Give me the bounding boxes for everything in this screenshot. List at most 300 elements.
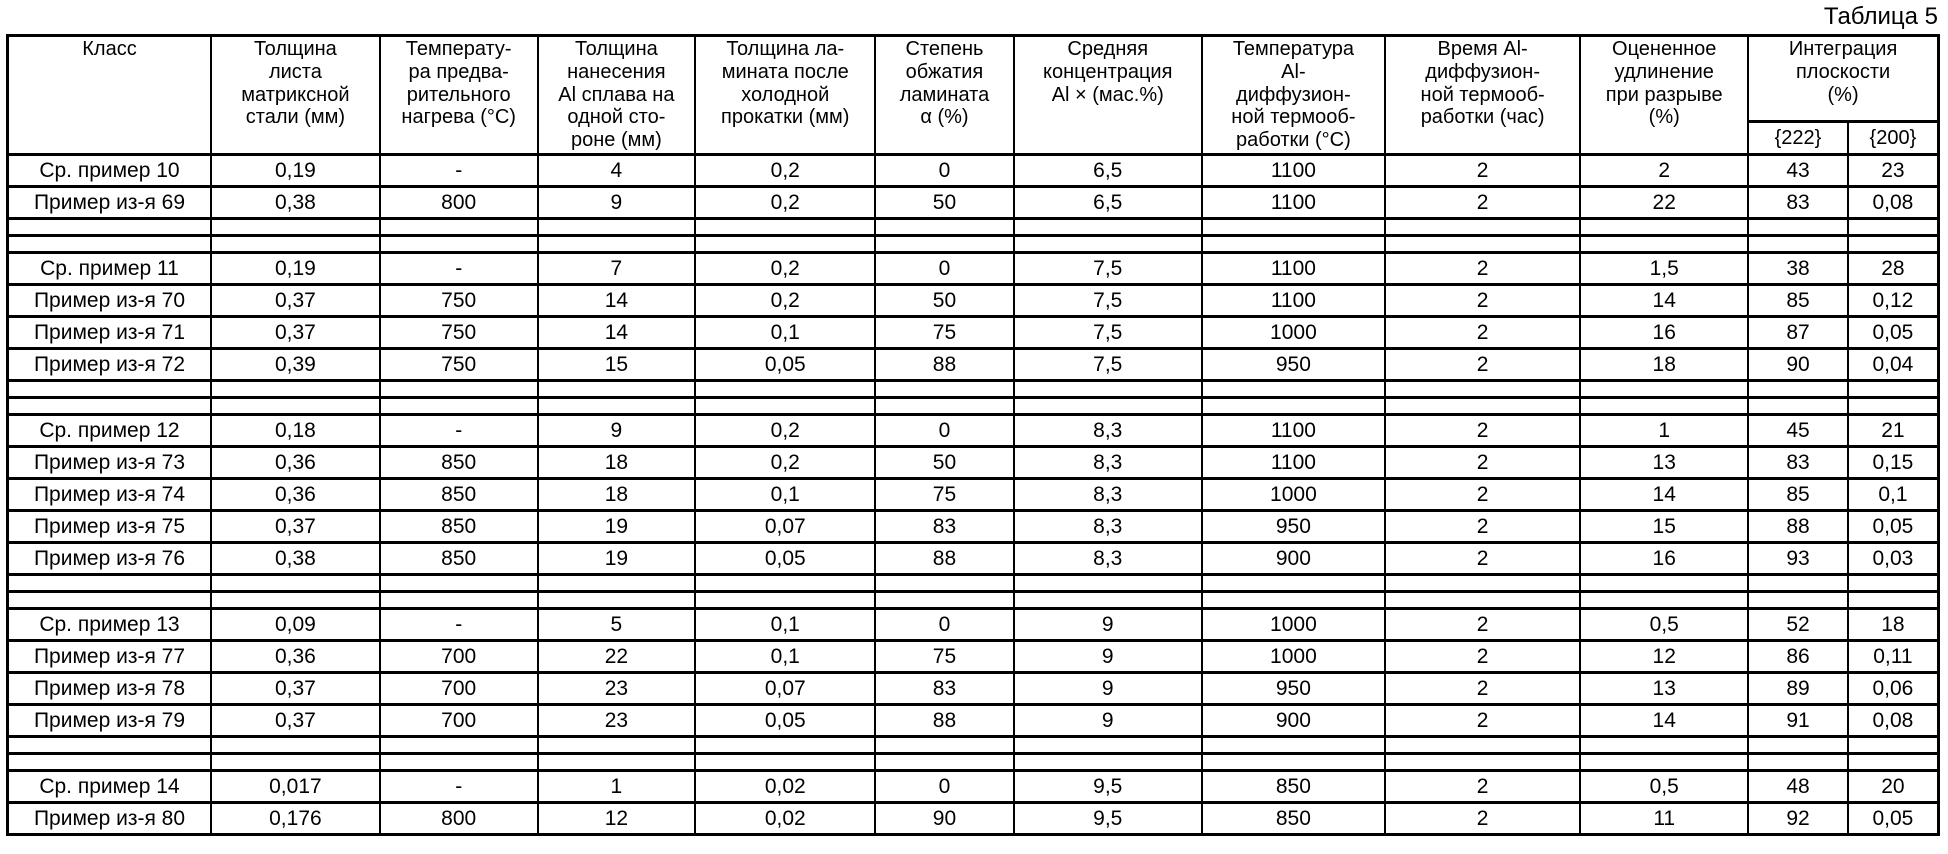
separator-cell bbox=[1385, 398, 1580, 415]
data-cell: 0 bbox=[875, 609, 1013, 641]
data-cell: 2 bbox=[1385, 771, 1580, 803]
table-row bbox=[8, 771, 1939, 803]
separator-row bbox=[8, 592, 1939, 609]
separator-cell bbox=[8, 754, 211, 771]
data-cell: - bbox=[380, 609, 538, 641]
data-cell: 0,1 bbox=[695, 609, 875, 641]
table-row bbox=[8, 705, 1939, 737]
separator-cell bbox=[875, 236, 1013, 253]
data-cell: 0,39 bbox=[211, 349, 380, 381]
separator-cell bbox=[1202, 737, 1385, 754]
separator-cell bbox=[1848, 737, 1939, 754]
data-cell: 22 bbox=[538, 641, 696, 673]
separator-cell bbox=[1014, 219, 1202, 236]
data-cell: 2 bbox=[1385, 155, 1580, 187]
separator-cell bbox=[8, 236, 211, 253]
data-cell: 0,37 bbox=[211, 705, 380, 737]
data-cell: 18 bbox=[1848, 609, 1939, 641]
separator-cell bbox=[695, 575, 875, 592]
data-cell: 83 bbox=[1748, 187, 1848, 219]
separator-cell bbox=[1748, 575, 1848, 592]
data-cell: 2 bbox=[1385, 317, 1580, 349]
data-cell: 1000 bbox=[1202, 479, 1385, 511]
separator-cell bbox=[1580, 219, 1748, 236]
data-cell: 800 bbox=[380, 803, 538, 835]
separator-cell bbox=[8, 737, 211, 754]
separator-cell bbox=[380, 592, 538, 609]
table-row bbox=[8, 479, 1939, 511]
data-cell: 0,03 bbox=[1848, 543, 1939, 575]
data-cell: 0,05 bbox=[695, 349, 875, 381]
data-cell: 0,06 bbox=[1848, 673, 1939, 705]
row-label-cell: Ср. пример 12 bbox=[8, 415, 211, 447]
data-cell: 700 bbox=[380, 641, 538, 673]
separator-cell bbox=[1580, 575, 1748, 592]
data-cell: 14 bbox=[538, 285, 696, 317]
data-cell: 0,05 bbox=[695, 543, 875, 575]
separator-cell bbox=[1385, 575, 1580, 592]
data-cell: 18 bbox=[538, 447, 696, 479]
data-cell: 0,176 bbox=[211, 803, 380, 835]
data-cell: 14 bbox=[1580, 285, 1748, 317]
data-cell: 18 bbox=[1580, 349, 1748, 381]
data-cell: 950 bbox=[1202, 349, 1385, 381]
data-cell: 23 bbox=[1848, 155, 1939, 187]
data-cell: 9 bbox=[1014, 673, 1202, 705]
separator-cell bbox=[1014, 754, 1202, 771]
data-cell: 83 bbox=[1748, 447, 1848, 479]
separator-cell bbox=[695, 219, 875, 236]
data-cell: 700 bbox=[380, 705, 538, 737]
data-cell: 9 bbox=[1014, 609, 1202, 641]
data-cell: 93 bbox=[1748, 543, 1848, 575]
data-cell: 0 bbox=[875, 771, 1013, 803]
separator-cell bbox=[1580, 592, 1748, 609]
separator-cell bbox=[211, 398, 380, 415]
separator-cell bbox=[1580, 236, 1748, 253]
data-cell: 1 bbox=[1580, 415, 1748, 447]
data-cell: 75 bbox=[875, 479, 1013, 511]
separator-cell bbox=[8, 381, 211, 398]
data-cell: 900 bbox=[1202, 543, 1385, 575]
data-cell: 0,2 bbox=[695, 253, 875, 285]
data-cell: 850 bbox=[1202, 803, 1385, 835]
data-cell: 850 bbox=[380, 511, 538, 543]
data-cell: 0,2 bbox=[695, 447, 875, 479]
data-cell: 19 bbox=[538, 511, 696, 543]
data-cell: 0,1 bbox=[695, 641, 875, 673]
separator-cell bbox=[1014, 398, 1202, 415]
data-cell: 1000 bbox=[1202, 609, 1385, 641]
data-cell: 45 bbox=[1748, 415, 1848, 447]
separator-cell bbox=[538, 592, 696, 609]
data-cell: 0,37 bbox=[211, 285, 380, 317]
separator-cell bbox=[1848, 236, 1939, 253]
data-cell: 22 bbox=[1580, 187, 1748, 219]
separator-cell bbox=[538, 754, 696, 771]
data-cell: 2 bbox=[1385, 511, 1580, 543]
separator-cell bbox=[695, 737, 875, 754]
data-cell: 50 bbox=[875, 447, 1013, 479]
data-cell: 0,36 bbox=[211, 641, 380, 673]
data-cell: 83 bbox=[875, 511, 1013, 543]
data-cell: 7,5 bbox=[1014, 285, 1202, 317]
separator-cell bbox=[1385, 737, 1580, 754]
separator-cell bbox=[1748, 381, 1848, 398]
data-cell: 700 bbox=[380, 673, 538, 705]
separator-cell bbox=[380, 219, 538, 236]
data-cell: 0,05 bbox=[1848, 803, 1939, 835]
table-row bbox=[8, 415, 1939, 447]
separator-cell bbox=[875, 219, 1013, 236]
data-cell: 0,11 bbox=[1848, 641, 1939, 673]
separator-cell bbox=[1202, 236, 1385, 253]
data-cell: 8,3 bbox=[1014, 447, 1202, 479]
separator-cell bbox=[695, 381, 875, 398]
data-cell: 750 bbox=[380, 349, 538, 381]
data-cell: 8,3 bbox=[1014, 511, 1202, 543]
separator-cell bbox=[1848, 398, 1939, 415]
separator-cell bbox=[380, 575, 538, 592]
separator-cell bbox=[8, 575, 211, 592]
data-cell: 2 bbox=[1385, 253, 1580, 285]
separator-cell bbox=[538, 219, 696, 236]
row-label-cell: Пример из-я 77 bbox=[8, 641, 211, 673]
data-cell: - bbox=[380, 155, 538, 187]
data-cell: 1000 bbox=[1202, 641, 1385, 673]
data-cell: 750 bbox=[380, 285, 538, 317]
separator-cell bbox=[1748, 754, 1848, 771]
table-row bbox=[8, 609, 1939, 641]
data-cell: 16 bbox=[1580, 543, 1748, 575]
data-cell: 52 bbox=[1748, 609, 1848, 641]
data-cell: 0,05 bbox=[695, 705, 875, 737]
table-row bbox=[8, 641, 1939, 673]
data-cell: 0,37 bbox=[211, 673, 380, 705]
data-cell: 0,36 bbox=[211, 479, 380, 511]
header-reduction-degree: Степень обжатия ламината α (%) bbox=[875, 36, 1013, 155]
data-cell: 7,5 bbox=[1014, 349, 1202, 381]
separator-cell bbox=[1385, 219, 1580, 236]
separator-cell bbox=[875, 592, 1013, 609]
data-cell: 0,07 bbox=[695, 511, 875, 543]
data-cell: 9 bbox=[538, 187, 696, 219]
data-cell: 85 bbox=[1748, 285, 1848, 317]
data-cell: 88 bbox=[875, 705, 1013, 737]
separator-row bbox=[8, 575, 1939, 592]
table-row bbox=[8, 511, 1939, 543]
separator-cell bbox=[211, 575, 380, 592]
data-cell: 0,04 bbox=[1848, 349, 1939, 381]
separator-cell bbox=[1748, 398, 1848, 415]
data-cell: 0,12 bbox=[1848, 285, 1939, 317]
data-cell: 2 bbox=[1385, 447, 1580, 479]
data-cell: 2 bbox=[1385, 415, 1580, 447]
row-label-cell: Пример из-я 74 bbox=[8, 479, 211, 511]
data-cell: 9,5 bbox=[1014, 771, 1202, 803]
header-class: Класс bbox=[8, 36, 211, 155]
table-header bbox=[8, 36, 1939, 155]
data-cell: 88 bbox=[1748, 511, 1848, 543]
data-cell: 800 bbox=[380, 187, 538, 219]
data-cell: 850 bbox=[380, 479, 538, 511]
table-row bbox=[8, 349, 1939, 381]
header-avg-al-concentration: Средняя концентрация Al × (мас.%) bbox=[1014, 36, 1202, 155]
data-cell: 0 bbox=[875, 253, 1013, 285]
table-row bbox=[8, 543, 1939, 575]
header-plane-200: {200} bbox=[1848, 122, 1939, 155]
separator-cell bbox=[1848, 381, 1939, 398]
data-cell: 6,5 bbox=[1014, 155, 1202, 187]
header-plane-222: {222} bbox=[1748, 122, 1848, 155]
data-cell: 14 bbox=[1580, 705, 1748, 737]
separator-cell bbox=[1385, 236, 1580, 253]
data-cell: 83 bbox=[875, 673, 1013, 705]
data-cell: 20 bbox=[1848, 771, 1939, 803]
data-cell: 90 bbox=[875, 803, 1013, 835]
data-cell: 87 bbox=[1748, 317, 1848, 349]
separator-cell bbox=[8, 398, 211, 415]
data-cell: 0 bbox=[875, 415, 1013, 447]
data-cell: 2 bbox=[1385, 187, 1580, 219]
data-cell: 7,5 bbox=[1014, 253, 1202, 285]
data-cell: 1100 bbox=[1202, 447, 1385, 479]
data-cell: 850 bbox=[380, 447, 538, 479]
separator-row bbox=[8, 219, 1939, 236]
data-cell: 2 bbox=[1385, 479, 1580, 511]
separator-cell bbox=[875, 737, 1013, 754]
separator-cell bbox=[695, 398, 875, 415]
data-cell: 2 bbox=[1385, 641, 1580, 673]
data-cell: 750 bbox=[380, 317, 538, 349]
data-cell: 950 bbox=[1202, 673, 1385, 705]
data-cell: - bbox=[380, 253, 538, 285]
separator-cell bbox=[1014, 575, 1202, 592]
data-cell: 14 bbox=[1580, 479, 1748, 511]
data-cell: 18 bbox=[538, 479, 696, 511]
data-cell: 91 bbox=[1748, 705, 1848, 737]
separator-cell bbox=[1580, 381, 1748, 398]
row-label-cell: Пример из-я 78 bbox=[8, 673, 211, 705]
data-cell: 0,07 bbox=[695, 673, 875, 705]
data-cell: 7 bbox=[538, 253, 696, 285]
separator-cell bbox=[1202, 398, 1385, 415]
data-cell: 8,3 bbox=[1014, 479, 1202, 511]
header-al-coating-thickness: Толщина нанесения Al сплава на одной сто- роне (мм) bbox=[538, 36, 696, 155]
row-label-cell: Пример из-я 76 bbox=[8, 543, 211, 575]
data-cell: 0,08 bbox=[1848, 705, 1939, 737]
table-row bbox=[8, 285, 1939, 317]
separator-cell bbox=[538, 737, 696, 754]
data-cell: 2 bbox=[1385, 349, 1580, 381]
header-diffusion-temp: Температура Al- диффузион- ной термооб- работки (°С) bbox=[1202, 36, 1385, 155]
separator-cell bbox=[1748, 236, 1848, 253]
data-cell: 950 bbox=[1202, 511, 1385, 543]
data-cell: 2 bbox=[1385, 609, 1580, 641]
data-cell: 0,18 bbox=[211, 415, 380, 447]
row-label-cell: Пример из-я 70 bbox=[8, 285, 211, 317]
separator-row bbox=[8, 754, 1939, 771]
data-cell: 850 bbox=[1202, 771, 1385, 803]
separator-cell bbox=[875, 381, 1013, 398]
separator-cell bbox=[1202, 754, 1385, 771]
data-cell: 1100 bbox=[1202, 253, 1385, 285]
separator-cell bbox=[1202, 381, 1385, 398]
data-cell: 16 bbox=[1580, 317, 1748, 349]
separator-cell bbox=[1580, 398, 1748, 415]
data-cell: 13 bbox=[1580, 673, 1748, 705]
data-cell: 0,2 bbox=[695, 415, 875, 447]
data-cell: 12 bbox=[1580, 641, 1748, 673]
separator-cell bbox=[1580, 737, 1748, 754]
row-label-cell: Пример из-я 80 bbox=[8, 803, 211, 835]
data-cell: 1 bbox=[538, 771, 696, 803]
separator-cell bbox=[211, 219, 380, 236]
data-cell: 89 bbox=[1748, 673, 1848, 705]
separator-cell bbox=[875, 754, 1013, 771]
data-cell: 92 bbox=[1748, 803, 1848, 835]
separator-cell bbox=[1848, 754, 1939, 771]
header-preheat-temp: Температу- ра предва- рительного нагрева (°С) bbox=[380, 36, 538, 155]
separator-cell bbox=[380, 737, 538, 754]
data-cell: 8,3 bbox=[1014, 415, 1202, 447]
data-cell: 2 bbox=[1580, 155, 1748, 187]
table-row bbox=[8, 447, 1939, 479]
separator-cell bbox=[1014, 737, 1202, 754]
row-label-cell: Ср. пример 14 bbox=[8, 771, 211, 803]
separator-cell bbox=[1848, 219, 1939, 236]
header-sheet-thickness: Толщина листа матриксной стали (мм) bbox=[211, 36, 380, 155]
data-cell: 11 bbox=[1580, 803, 1748, 835]
row-label-cell: Пример из-я 72 bbox=[8, 349, 211, 381]
data-cell: 1100 bbox=[1202, 155, 1385, 187]
data-cell: 9 bbox=[1014, 641, 1202, 673]
separator-cell bbox=[1385, 754, 1580, 771]
separator-cell bbox=[1385, 381, 1580, 398]
separator-cell bbox=[380, 236, 538, 253]
data-cell: 0,05 bbox=[1848, 511, 1939, 543]
data-cell: 0,02 bbox=[695, 803, 875, 835]
data-cell: 0,08 bbox=[1848, 187, 1939, 219]
data-cell: 48 bbox=[1748, 771, 1848, 803]
separator-cell bbox=[211, 592, 380, 609]
data-cell: 75 bbox=[875, 641, 1013, 673]
separator-cell bbox=[380, 398, 538, 415]
data-cell: 9 bbox=[538, 415, 696, 447]
data-cell: 2 bbox=[1385, 803, 1580, 835]
separator-cell bbox=[538, 575, 696, 592]
separator-cell bbox=[1202, 219, 1385, 236]
data-cell: 38 bbox=[1748, 253, 1848, 285]
data-cell: 50 bbox=[875, 187, 1013, 219]
data-cell: 1100 bbox=[1202, 285, 1385, 317]
data-cell: 0,5 bbox=[1580, 771, 1748, 803]
data-cell: 15 bbox=[1580, 511, 1748, 543]
data-cell: 13 bbox=[1580, 447, 1748, 479]
separator-cell bbox=[211, 737, 380, 754]
separator-cell bbox=[1202, 592, 1385, 609]
data-cell: 50 bbox=[875, 285, 1013, 317]
data-cell: 2 bbox=[1385, 673, 1580, 705]
data-cell: 0,19 bbox=[211, 253, 380, 285]
data-cell: 0,37 bbox=[211, 511, 380, 543]
separator-cell bbox=[875, 398, 1013, 415]
separator-cell bbox=[211, 236, 380, 253]
data-cell: 85 bbox=[1748, 479, 1848, 511]
data-cell: 0,37 bbox=[211, 317, 380, 349]
data-cell: 28 bbox=[1848, 253, 1939, 285]
data-cell: - bbox=[380, 771, 538, 803]
data-cell: 1000 bbox=[1202, 317, 1385, 349]
data-cell: 21 bbox=[1848, 415, 1939, 447]
header-plane-integration: Интеграция плоскости (%) bbox=[1748, 36, 1938, 122]
data-cell: 0,38 bbox=[211, 187, 380, 219]
data-cell: 0,09 bbox=[211, 609, 380, 641]
separator-cell bbox=[1748, 219, 1848, 236]
table-row bbox=[8, 253, 1939, 285]
data-cell: 6,5 bbox=[1014, 187, 1202, 219]
data-cell: 5 bbox=[538, 609, 696, 641]
separator-cell bbox=[1748, 592, 1848, 609]
data-cell: 2 bbox=[1385, 705, 1580, 737]
data-cell: 2 bbox=[1385, 543, 1580, 575]
data-cell: 1100 bbox=[1202, 187, 1385, 219]
data-cell: 1100 bbox=[1202, 415, 1385, 447]
table-body bbox=[8, 155, 1939, 835]
table-row bbox=[8, 155, 1939, 187]
data-cell: 7,5 bbox=[1014, 317, 1202, 349]
separator-cell bbox=[875, 575, 1013, 592]
row-label-cell: Ср. пример 10 bbox=[8, 155, 211, 187]
data-cell: 23 bbox=[538, 673, 696, 705]
data-cell: 0,15 bbox=[1848, 447, 1939, 479]
data-cell: 0,2 bbox=[695, 155, 875, 187]
separator-cell bbox=[211, 381, 380, 398]
data-cell: 14 bbox=[538, 317, 696, 349]
separator-row bbox=[8, 236, 1939, 253]
data-cell: - bbox=[380, 415, 538, 447]
table-row bbox=[8, 673, 1939, 705]
table-row bbox=[8, 187, 1939, 219]
data-cell: 2 bbox=[1385, 285, 1580, 317]
separator-cell bbox=[8, 592, 211, 609]
separator-cell bbox=[380, 754, 538, 771]
table-row bbox=[8, 803, 1939, 835]
data-cell: 0 bbox=[875, 155, 1013, 187]
data-table bbox=[6, 34, 1940, 836]
row-label-cell: Пример из-я 75 bbox=[8, 511, 211, 543]
data-cell: 15 bbox=[538, 349, 696, 381]
separator-row bbox=[8, 398, 1939, 415]
separator-cell bbox=[538, 381, 696, 398]
row-label-cell: Пример из-я 73 bbox=[8, 447, 211, 479]
row-label-cell: Пример из-я 69 bbox=[8, 187, 211, 219]
row-label-cell: Ср. пример 13 bbox=[8, 609, 211, 641]
data-cell: 0,2 bbox=[695, 285, 875, 317]
data-cell: 0,38 bbox=[211, 543, 380, 575]
separator-cell bbox=[380, 381, 538, 398]
table-row bbox=[8, 317, 1939, 349]
separator-cell bbox=[1848, 592, 1939, 609]
data-cell: 0,02 bbox=[695, 771, 875, 803]
separator-cell bbox=[1385, 592, 1580, 609]
data-cell: 75 bbox=[875, 317, 1013, 349]
data-cell: 90 bbox=[1748, 349, 1848, 381]
separator-row bbox=[8, 381, 1939, 398]
separator-cell bbox=[538, 236, 696, 253]
data-cell: 0,017 bbox=[211, 771, 380, 803]
header-row bbox=[8, 36, 1939, 122]
